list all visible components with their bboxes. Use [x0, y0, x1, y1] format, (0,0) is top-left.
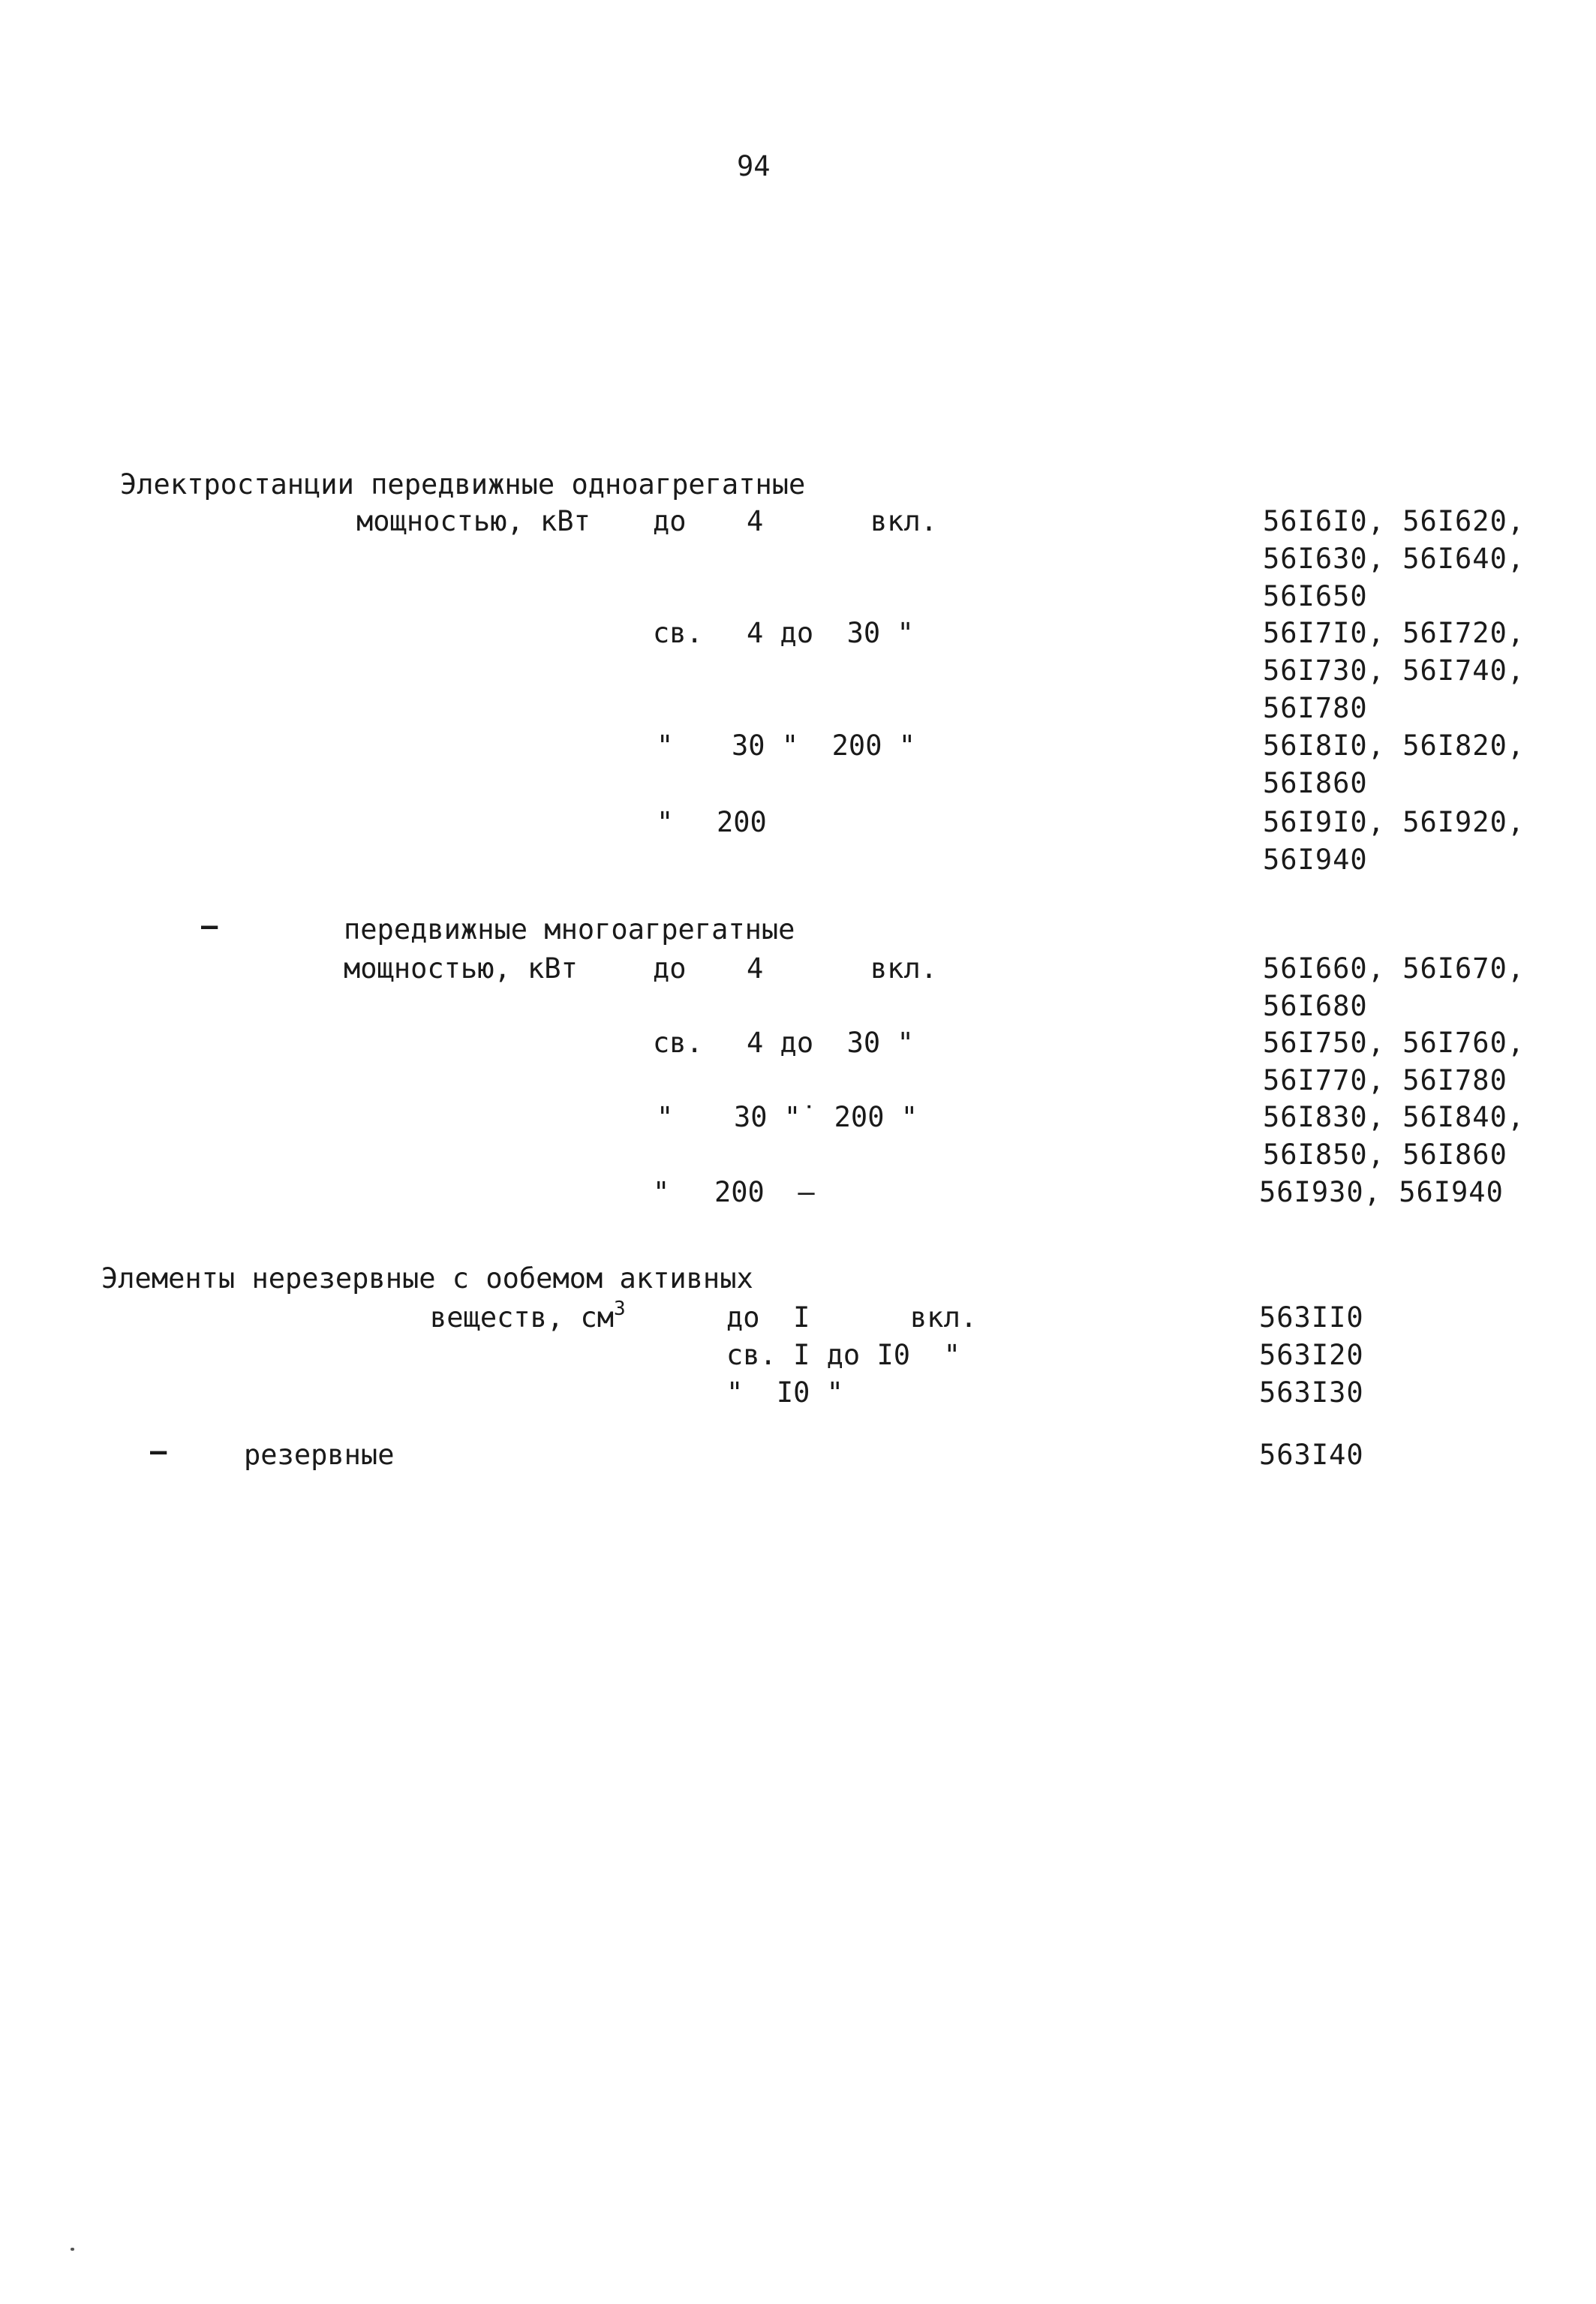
section3-volume-label [430, 1298, 626, 1334]
s1-row3-prefix: " [657, 729, 674, 762]
s1-row4-range: 200 [717, 806, 767, 838]
volume-label-text: веществ, см [430, 1301, 615, 1334]
s1-row3-code-line2: 56I860 [1263, 767, 1368, 799]
s2-row4-code-line1: 56I930, 56I940 [1259, 1176, 1504, 1208]
s2-row3-code-line1: 56I830, 56I840, [1263, 1101, 1525, 1133]
page-number: 94 [737, 150, 771, 182]
s2-row1-code-line2: 56I680 [1263, 990, 1368, 1022]
s1-row2-range: 4 до 30 " [747, 617, 914, 649]
s2-row1-prefix: до [653, 952, 687, 985]
s2-row3-range: 30 "˙ 200 " [734, 1101, 918, 1133]
s3-row1-text: до I вкл. [726, 1301, 978, 1334]
s4-code: 563I40 [1259, 1439, 1364, 1471]
s1-row2-code-line2: 56I730, 56I740, [1263, 654, 1525, 687]
s3-row1-code: 563II0 [1259, 1301, 1364, 1334]
section2-dash: – [201, 910, 218, 942]
s1-row2-prefix: св. [653, 617, 703, 649]
s2-row2-prefix: св. [653, 1027, 703, 1059]
volume-unit-superscript: 3 [614, 1298, 626, 1320]
s2-row2-code-line2: 56I770, 56I780 [1263, 1064, 1507, 1096]
scan-speck [71, 2248, 74, 2251]
s2-row3-code-line2: 56I850, 56I860 [1263, 1138, 1507, 1171]
section3-title: Элементы нерезервные с ообемом активных [101, 1262, 753, 1295]
s1-row1-prefix: до [653, 505, 687, 537]
s1-row1-range: 4 [747, 505, 764, 537]
s1-row1-suffix: вкл. [870, 505, 938, 537]
section1-power-label: мощностью, кВт [356, 505, 591, 537]
s1-row4-code-line1: 56I9I0, 56I920, [1263, 806, 1525, 838]
s2-row3-prefix: " [657, 1101, 674, 1133]
s3-row2-text: св. I до I0 " [726, 1339, 960, 1371]
section2-title: передвижные многоагрегатные [344, 913, 795, 946]
s1-row4-prefix: " [657, 806, 674, 838]
s2-row4-range: 200 – [714, 1176, 815, 1208]
section4-title: резервные [244, 1439, 395, 1471]
s2-row1-range: 4 [747, 952, 764, 985]
s2-row2-code-line1: 56I750, 56I760, [1263, 1027, 1525, 1059]
section4-dash: – [150, 1435, 167, 1467]
s1-row4-code-line2: 56I940 [1263, 844, 1368, 876]
s1-row3-range: 30 " 200 " [732, 729, 916, 762]
s2-row2-range: 4 до 30 " [747, 1027, 914, 1059]
s2-row1-code-line1: 56I660, 56I670, [1263, 952, 1525, 985]
section1-title: Электростанции передвижные одноагрегатные [120, 468, 806, 501]
s1-row1-code-line1: 56I6I0, 56I620, [1263, 505, 1525, 537]
s1-row2-code-line3: 56I780 [1263, 692, 1368, 724]
s3-row3-text: " I0 " [726, 1376, 843, 1409]
section2-power-label: мощностью, кВт [344, 952, 578, 985]
s3-row3-code: 563I30 [1259, 1376, 1364, 1409]
s1-row2-code-line1: 56I7I0, 56I720, [1263, 617, 1525, 649]
s2-row1-suffix: вкл. [870, 952, 938, 985]
s2-row4-prefix: " [653, 1176, 670, 1208]
s1-row1-code-line3: 56I650 [1263, 580, 1368, 612]
s1-row3-code-line1: 56I8I0, 56I820, [1263, 729, 1525, 762]
s3-row2-code: 563I20 [1259, 1339, 1364, 1371]
s1-row1-code-line2: 56I630, 56I640, [1263, 543, 1525, 575]
